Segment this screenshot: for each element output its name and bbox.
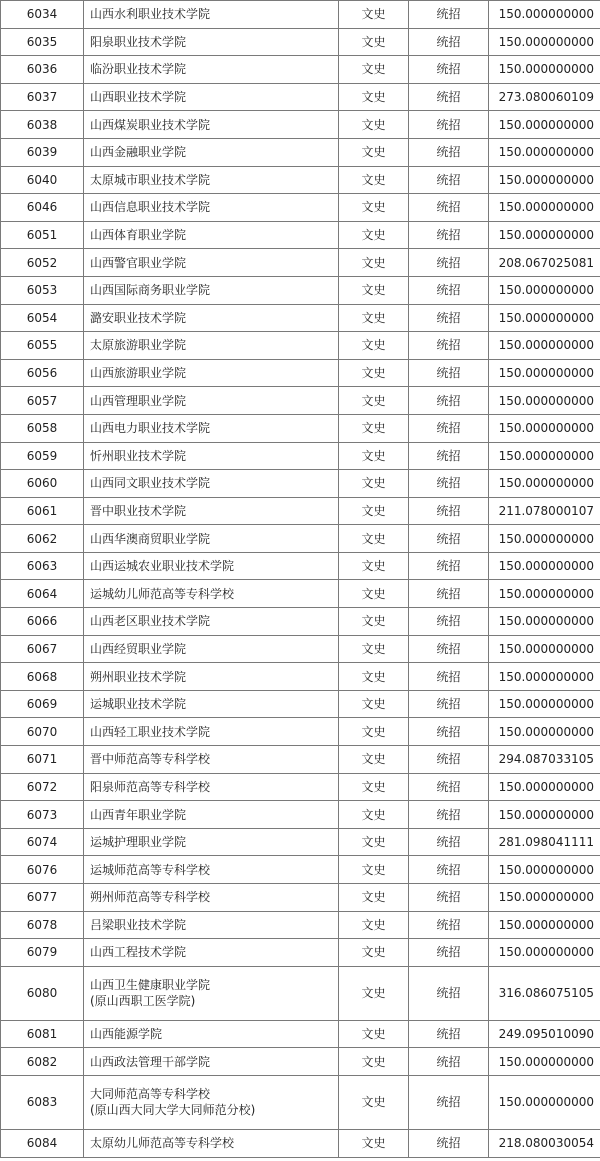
school-code-cell: 6058: [1, 414, 84, 442]
min-score-cell: 150.000000000: [489, 56, 600, 84]
school-code-cell: 6072: [1, 773, 84, 801]
school-name: 山西运城农业职业技术学院: [90, 559, 235, 574]
school-name: 运城师范高等专科学校: [90, 862, 211, 877]
subject-cell: 文史: [339, 939, 409, 967]
min-score-cell: 150.000000000: [489, 773, 600, 801]
subject-cell: 文史: [339, 497, 409, 525]
enrollment-type-cell: 统招: [409, 966, 489, 1020]
table-row: [1, 221, 600, 249]
school-name-cell: [84, 28, 339, 56]
school-name: 大同师范高等专科学校: [90, 1087, 211, 1102]
school-name: 山西国际商务职业学院: [90, 283, 211, 298]
school-name-cell: [84, 966, 339, 1020]
subject-cell: 文史: [339, 801, 409, 829]
school-code-cell: 6059: [1, 442, 84, 470]
min-score-cell: 150.000000000: [489, 856, 600, 884]
min-score-cell: 150.000000000: [489, 525, 600, 553]
school-code-cell: 6076: [1, 856, 84, 884]
min-score-cell: 150.000000000: [489, 663, 600, 691]
school-name-cell: [84, 56, 339, 84]
school-code-cell: 6079: [1, 939, 84, 967]
table-row: [1, 1, 600, 29]
subject-cell: 文史: [339, 718, 409, 746]
school-name-cell: [84, 773, 339, 801]
school-code-cell: 6035: [1, 28, 84, 56]
min-score-cell: 150.000000000: [489, 884, 600, 912]
enrollment-type-cell: 统招: [409, 1020, 489, 1048]
school-name-cell: [84, 580, 339, 608]
subject-cell: 文史: [339, 690, 409, 718]
min-score-cell: 150.000000000: [489, 470, 600, 498]
school-name: 山西职业技术学院: [90, 90, 187, 105]
enrollment-type-cell: 统招: [409, 801, 489, 829]
school-name: 山西工程技术学院: [90, 945, 187, 960]
enrollment-type-cell: 统招: [409, 387, 489, 415]
school-name: 山西金融职业学院: [90, 145, 187, 160]
school-code-cell: 6037: [1, 83, 84, 111]
school-name: 山西同文职业技术学院: [90, 476, 211, 491]
table-row: [1, 552, 600, 580]
table-row: [1, 911, 600, 939]
school-name-cell: [84, 304, 339, 332]
table-row: [1, 414, 600, 442]
school-code-cell: 6066: [1, 608, 84, 636]
table-row: [1, 828, 600, 856]
min-score-cell: 218.080030054: [489, 1129, 600, 1157]
min-score-cell: 150.000000000: [489, 1075, 600, 1129]
subject-cell: 文史: [339, 1048, 409, 1076]
min-score-cell: 150.000000000: [489, 28, 600, 56]
school-name-cell: [84, 525, 339, 553]
school-name-cell: [84, 1129, 339, 1157]
school-name: 运城职业技术学院: [90, 697, 187, 712]
enrollment-type-cell: 统招: [409, 663, 489, 691]
enrollment-type-cell: 统招: [409, 359, 489, 387]
school-name-cell: [84, 911, 339, 939]
table-row: [1, 718, 600, 746]
school-code-cell: 6074: [1, 828, 84, 856]
subject-cell: 文史: [339, 442, 409, 470]
school-former-name: (原山西大同大学大同师范分校): [90, 1103, 256, 1118]
school-name-cell: [84, 387, 339, 415]
school-name: 山西老区职业技术学院: [90, 614, 211, 629]
table-row: [1, 856, 600, 884]
subject-cell: 文史: [339, 1020, 409, 1048]
subject-cell: 文史: [339, 884, 409, 912]
table-row: [1, 28, 600, 56]
school-name-cell: [84, 856, 339, 884]
school-name: 潞安职业技术学院: [90, 310, 187, 325]
school-code-cell: 6080: [1, 966, 84, 1020]
school-name-cell: [84, 276, 339, 304]
enrollment-type-cell: 统招: [409, 497, 489, 525]
min-score-cell: 150.000000000: [489, 332, 600, 360]
school-name-cell: [84, 83, 339, 111]
table-row: [1, 884, 600, 912]
enrollment-type-cell: 统招: [409, 1048, 489, 1076]
table-row: [1, 663, 600, 691]
school-code-cell: 6084: [1, 1129, 84, 1157]
school-name-cell: [84, 359, 339, 387]
school-name: 山西经贸职业学院: [90, 641, 187, 656]
school-name-cell: [84, 497, 339, 525]
school-name-cell: [84, 194, 339, 222]
subject-cell: 文史: [339, 138, 409, 166]
min-score-cell: 150.000000000: [489, 304, 600, 332]
enrollment-type-cell: 统招: [409, 580, 489, 608]
school-name-cell: [84, 1, 339, 29]
school-name: 山西煤炭职业技术学院: [90, 117, 211, 132]
subject-cell: 文史: [339, 663, 409, 691]
school-name: 山西水利职业技术学院: [90, 7, 211, 22]
min-score-cell: 150.000000000: [489, 801, 600, 829]
school-name-cell: [84, 635, 339, 663]
subject-cell: 文史: [339, 1075, 409, 1129]
school-name: 山西轻工职业技术学院: [90, 724, 211, 739]
school-code-cell: 6054: [1, 304, 84, 332]
school-name: 山西旅游职业学院: [90, 366, 187, 381]
enrollment-type-cell: 统招: [409, 718, 489, 746]
school-name-cell: [84, 414, 339, 442]
table-row: [1, 138, 600, 166]
school-name-cell: [84, 1048, 339, 1076]
school-code-cell: 6060: [1, 470, 84, 498]
enrollment-type-cell: 统招: [409, 249, 489, 277]
min-score-cell: 150.000000000: [489, 911, 600, 939]
enrollment-type-cell: 统招: [409, 773, 489, 801]
school-name: 临汾职业技术学院: [90, 62, 187, 77]
enrollment-type-cell: 统招: [409, 690, 489, 718]
school-code-cell: 6052: [1, 249, 84, 277]
table-row: [1, 166, 600, 194]
subject-cell: 文史: [339, 470, 409, 498]
subject-cell: 文史: [339, 773, 409, 801]
school-name: 山西电力职业技术学院: [90, 421, 211, 436]
table-row: [1, 304, 600, 332]
school-name: 太原城市职业技术学院: [90, 172, 211, 187]
school-name: 山西信息职业技术学院: [90, 200, 211, 215]
subject-cell: 文史: [339, 580, 409, 608]
school-name-cell: [84, 1075, 339, 1129]
min-score-cell: 150.000000000: [489, 939, 600, 967]
table-row: [1, 635, 600, 663]
table-row: [1, 194, 600, 222]
table-row: [1, 939, 600, 967]
min-score-cell: 150.000000000: [489, 221, 600, 249]
school-name: 太原幼儿师范高等专科学校: [90, 1136, 235, 1151]
school-name: 朔州师范高等专科学校: [90, 890, 211, 905]
table-row: [1, 387, 600, 415]
min-score-cell: 150.000000000: [489, 690, 600, 718]
subject-cell: 文史: [339, 856, 409, 884]
min-score-cell: 273.080060109: [489, 83, 600, 111]
subject-cell: 文史: [339, 911, 409, 939]
enrollment-type-cell: 统招: [409, 746, 489, 774]
enrollment-type-cell: 统招: [409, 414, 489, 442]
subject-cell: 文史: [339, 552, 409, 580]
subject-cell: 文史: [339, 249, 409, 277]
school-code-cell: 6062: [1, 525, 84, 553]
school-code-cell: 6039: [1, 138, 84, 166]
school-name: 运城幼儿师范高等专科学校: [90, 586, 235, 601]
school-name: 晋中职业技术学院: [90, 503, 187, 518]
enrollment-type-cell: 统招: [409, 276, 489, 304]
subject-cell: 文史: [339, 56, 409, 84]
table-row: [1, 773, 600, 801]
enrollment-type-cell: 统招: [409, 442, 489, 470]
school-name-cell: [84, 690, 339, 718]
school-code-cell: 6038: [1, 111, 84, 139]
min-score-cell: 150.000000000: [489, 166, 600, 194]
school-code-cell: 6040: [1, 166, 84, 194]
subject-cell: 文史: [339, 332, 409, 360]
school-code-cell: 6081: [1, 1020, 84, 1048]
enrollment-type-cell: 统招: [409, 525, 489, 553]
table-row: [1, 83, 600, 111]
school-name-cell: [84, 1020, 339, 1048]
table-row: [1, 497, 600, 525]
min-score-cell: 249.095010090: [489, 1020, 600, 1048]
enrollment-type-cell: 统招: [409, 83, 489, 111]
subject-cell: 文史: [339, 166, 409, 194]
subject-cell: 文史: [339, 387, 409, 415]
school-former-name: (原山西职工医学院): [90, 994, 196, 1009]
min-score-cell: 150.000000000: [489, 580, 600, 608]
enrollment-type-cell: 统招: [409, 911, 489, 939]
school-name-cell: [84, 249, 339, 277]
subject-cell: 文史: [339, 828, 409, 856]
min-score-cell: 150.000000000: [489, 608, 600, 636]
min-score-cell: 281.098041111: [489, 828, 600, 856]
school-name-cell: [84, 552, 339, 580]
enrollment-type-cell: 统招: [409, 56, 489, 84]
school-code-cell: 6055: [1, 332, 84, 360]
school-code-cell: 6073: [1, 801, 84, 829]
school-name: 山西能源学院: [90, 1027, 163, 1042]
school-name-cell: [84, 332, 339, 360]
min-score-cell: 150.000000000: [489, 718, 600, 746]
enrollment-type-cell: 统招: [409, 1075, 489, 1129]
subject-cell: 文史: [339, 28, 409, 56]
subject-cell: 文史: [339, 1, 409, 29]
school-code-cell: 6034: [1, 1, 84, 29]
school-name-cell: [84, 746, 339, 774]
enrollment-type-cell: 统招: [409, 856, 489, 884]
min-score-cell: 211.078000107: [489, 497, 600, 525]
min-score-cell: 150.000000000: [489, 138, 600, 166]
school-name-cell: [84, 828, 339, 856]
school-code-cell: 6068: [1, 663, 84, 691]
subject-cell: 文史: [339, 359, 409, 387]
school-name-cell: [84, 718, 339, 746]
enrollment-type-cell: 统招: [409, 1129, 489, 1157]
school-name-cell: [84, 663, 339, 691]
enrollment-type-cell: 统招: [409, 332, 489, 360]
enrollment-type-cell: 统招: [409, 470, 489, 498]
school-code-cell: 6071: [1, 746, 84, 774]
enrollment-type-cell: 统招: [409, 608, 489, 636]
table-row: [1, 746, 600, 774]
subject-cell: 文史: [339, 525, 409, 553]
table-row: [1, 525, 600, 553]
school-name-cell: [84, 442, 339, 470]
subject-cell: 文史: [339, 966, 409, 1020]
min-score-cell: 150.000000000: [489, 387, 600, 415]
min-score-cell: 150.000000000: [489, 276, 600, 304]
school-name-cell: [84, 111, 339, 139]
subject-cell: 文史: [339, 194, 409, 222]
enrollment-type-cell: 统招: [409, 166, 489, 194]
school-name: 朔州职业技术学院: [90, 669, 187, 684]
school-name: 山西警官职业学院: [90, 255, 187, 270]
table-row: [1, 276, 600, 304]
table-row: [1, 801, 600, 829]
school-code-cell: 6067: [1, 635, 84, 663]
school-code-cell: 6082: [1, 1048, 84, 1076]
subject-cell: 文史: [339, 276, 409, 304]
min-score-cell: 150.000000000: [489, 635, 600, 663]
table-row: [1, 608, 600, 636]
school-name-cell: [84, 138, 339, 166]
enrollment-type-cell: 统招: [409, 28, 489, 56]
table-row: [1, 470, 600, 498]
min-score-cell: 150.000000000: [489, 111, 600, 139]
table-row: [1, 1075, 600, 1129]
school-name-cell: [84, 801, 339, 829]
subject-cell: 文史: [339, 635, 409, 663]
school-name: 忻州职业技术学院: [90, 448, 187, 463]
table-row: [1, 442, 600, 470]
table-row: [1, 56, 600, 84]
school-code-cell: 6070: [1, 718, 84, 746]
subject-cell: 文史: [339, 221, 409, 249]
school-code-cell: 6046: [1, 194, 84, 222]
school-name-cell: [84, 470, 339, 498]
enrollment-type-cell: 统招: [409, 138, 489, 166]
school-name-cell: [84, 221, 339, 249]
school-name-cell: [84, 939, 339, 967]
table-row: [1, 580, 600, 608]
school-name: 吕梁职业技术学院: [90, 917, 187, 932]
table-row: [1, 249, 600, 277]
school-name: 山西卫生健康职业学院: [90, 978, 211, 993]
school-name: 晋中师范高等专科学校: [90, 752, 211, 767]
school-name-cell: [84, 166, 339, 194]
min-score-cell: 150.000000000: [489, 414, 600, 442]
table-row: [1, 332, 600, 360]
subject-cell: 文史: [339, 414, 409, 442]
min-score-cell: 150.000000000: [489, 1, 600, 29]
table-row: [1, 1129, 600, 1157]
school-code-cell: 6061: [1, 497, 84, 525]
school-code-cell: 6053: [1, 276, 84, 304]
school-name: 山西政法管理干部学院: [90, 1054, 211, 1069]
table-row: [1, 966, 600, 1020]
min-score-cell: 208.067025081: [489, 249, 600, 277]
min-score-cell: 150.000000000: [489, 194, 600, 222]
subject-cell: 文史: [339, 746, 409, 774]
school-code-cell: 6063: [1, 552, 84, 580]
school-code-cell: 6078: [1, 911, 84, 939]
min-score-cell: 150.000000000: [489, 552, 600, 580]
min-score-cell: 316.086075105: [489, 966, 600, 1020]
enrollment-type-cell: 统招: [409, 304, 489, 332]
school-name: 山西体育职业学院: [90, 228, 187, 243]
table-row: [1, 1020, 600, 1048]
school-name-cell: [84, 884, 339, 912]
min-score-cell: 294.087033105: [489, 746, 600, 774]
school-code-cell: 6069: [1, 690, 84, 718]
enrollment-type-cell: 统招: [409, 635, 489, 663]
enrollment-type-cell: 统招: [409, 828, 489, 856]
school-name: 山西青年职业学院: [90, 807, 187, 822]
school-code-cell: 6064: [1, 580, 84, 608]
school-name: 阳泉师范高等专科学校: [90, 779, 211, 794]
school-code-cell: 6056: [1, 359, 84, 387]
table-body: [1, 1, 600, 1158]
school-name: 运城护理职业学院: [90, 835, 187, 850]
min-score-cell: 150.000000000: [489, 442, 600, 470]
table-row: [1, 1048, 600, 1076]
school-code-cell: 6083: [1, 1075, 84, 1129]
school-code-cell: 6057: [1, 387, 84, 415]
school-name: 太原旅游职业学院: [90, 338, 187, 353]
subject-cell: 文史: [339, 608, 409, 636]
subject-cell: 文史: [339, 304, 409, 332]
table-row: [1, 359, 600, 387]
enrollment-type-cell: 统招: [409, 221, 489, 249]
school-code-cell: 6077: [1, 884, 84, 912]
table-row: [1, 690, 600, 718]
enrollment-type-cell: 统招: [409, 939, 489, 967]
enrollment-type-cell: 统招: [409, 194, 489, 222]
school-code-cell: 6036: [1, 56, 84, 84]
subject-cell: 文史: [339, 111, 409, 139]
school-name: 阳泉职业技术学院: [90, 34, 187, 49]
subject-cell: 文史: [339, 83, 409, 111]
enrollment-type-cell: 统招: [409, 552, 489, 580]
school-name: 山西管理职业学院: [90, 393, 187, 408]
enrollment-type-cell: 统招: [409, 884, 489, 912]
enrollment-type-cell: 统招: [409, 1, 489, 29]
school-name-cell: [84, 608, 339, 636]
school-name: 山西华澳商贸职业学院: [90, 531, 211, 546]
table-row: [1, 111, 600, 139]
school-code-cell: 6051: [1, 221, 84, 249]
subject-cell: 文史: [339, 1129, 409, 1157]
min-score-cell: 150.000000000: [489, 1048, 600, 1076]
min-score-cell: 150.000000000: [489, 359, 600, 387]
enrollment-type-cell: 统招: [409, 111, 489, 139]
